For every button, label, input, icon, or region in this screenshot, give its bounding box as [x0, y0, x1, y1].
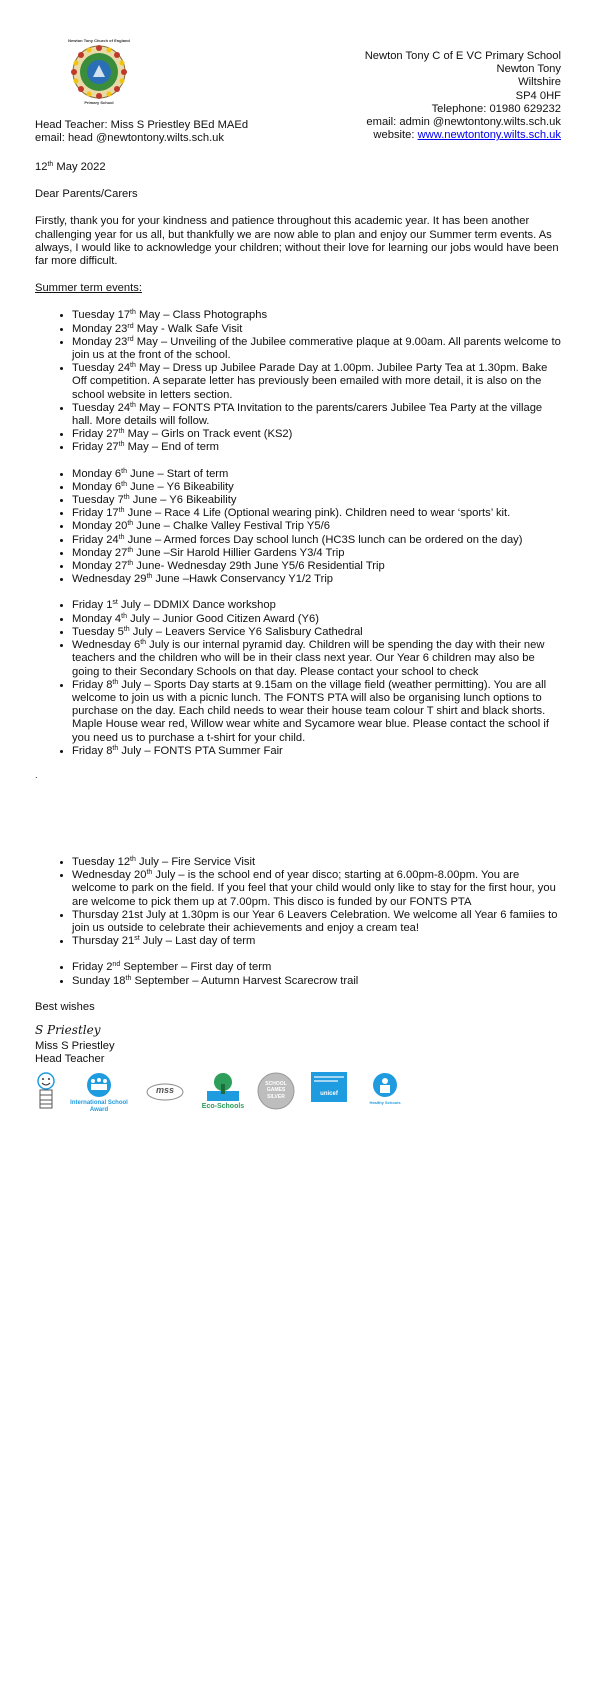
school-name: Newton Tony C of E VC Primary School — [364, 50, 561, 62]
international-award-label: International School Award — [70, 1100, 128, 1114]
event-text: Friday 8 — [72, 744, 113, 757]
unicef-label: unicef — [320, 1091, 338, 1098]
event-detail: May – End of term — [124, 441, 219, 454]
event-suffix: th — [140, 639, 147, 647]
event-detail: June –Hawk Conservancy Y1/2 Trip — [152, 573, 334, 586]
event-text: Friday 8 — [72, 678, 113, 691]
event-detail: June- Wednesday 29th June Y5/6 Residential Trip — [133, 560, 385, 573]
event-detail: June – Y6 Bikeability — [126, 480, 234, 493]
event-item — [72, 869, 565, 909]
school-email: email: admin @newtontony.wilts.sch.uk — [366, 115, 561, 128]
event-item — [72, 961, 565, 974]
event-suffix: th — [130, 309, 136, 317]
event-list-september — [35, 961, 565, 987]
event-item — [72, 599, 565, 612]
event-detail: July is our internal pyramid day. Children will be spending the day with their new teachers and the children who will be in their class next year. Our Year 6 children may also be going to their Secondary Schools on that day. Please contact your school to check — [72, 639, 545, 678]
head-teacher-name: Head Teacher: Miss S Priestley BEd MAEd — [35, 119, 249, 131]
event-item — [72, 909, 565, 935]
letter-body — [35, 161, 565, 1122]
date-rest: May 2022 — [53, 161, 106, 173]
smiley-award-badge — [35, 1072, 57, 1114]
event-item — [72, 309, 565, 322]
website-prefix: website: — [373, 129, 418, 142]
event-detail: June – Y6 Bikeability — [129, 494, 237, 507]
accreditation-badges — [35, 1072, 565, 1122]
intro-paragraph: Firstly, thank you for your kindness and patience throughout this academic year. It has been another challenging year for us all, but thankfully we are now able to plan and enjoy our Summer term events. As always, I would like to acknowledge your children; without their love for learning our jobs would have been far more difficult. — [35, 215, 559, 268]
event-text: Monday 20 — [72, 520, 128, 533]
event-text: Sunday 18 — [72, 974, 126, 987]
unicef-badge — [311, 1072, 347, 1102]
school-games-line2: GAMES — [266, 1087, 286, 1094]
event-item — [72, 362, 565, 402]
event-detail: June – Start of term — [126, 467, 229, 480]
school-telephone: Telephone: 01980 629232 — [431, 102, 561, 115]
event-suffix: th — [121, 612, 127, 620]
event-text: Tuesday 12 — [72, 855, 131, 868]
event-detail: May – Girls on Track event (KS2) — [124, 428, 293, 441]
event-item — [72, 534, 565, 547]
event-detail: June –Sir Harold Hillier Gardens Y3/4 Trip — [133, 546, 345, 559]
event-item — [72, 573, 565, 586]
event-detail: July – DDMIX Dance workshop — [117, 599, 276, 612]
event-detail: July – Junior Good Citizen Award (Y6) — [126, 612, 319, 625]
mss-label: mss — [155, 1085, 174, 1096]
signature: S Priestley — [35, 1022, 101, 1037]
event-text: Wednesday 20 — [72, 869, 147, 882]
event-detail: September – First day of term — [120, 961, 272, 974]
event-text: Tuesday 17 — [72, 309, 131, 322]
event-item — [72, 613, 565, 626]
event-detail: July – Leavers Service Y6 Salisbury Cathedral — [129, 625, 363, 638]
event-suffix: st — [134, 935, 140, 943]
signatory-block — [35, 1040, 565, 1066]
event-suffix: th — [123, 494, 130, 502]
event-detail: June – Chalke Valley Festival Trip Y5/6 — [133, 520, 330, 533]
event-suffix: th — [123, 625, 130, 633]
event-detail: July – FONTS PTA Summer Fair — [118, 744, 283, 757]
event-text: Tuesday 24 — [72, 401, 131, 414]
healthy-schools-badge — [363, 1072, 407, 1104]
section-heading: Summer term events: — [35, 282, 142, 295]
school-games-badge — [257, 1072, 295, 1110]
eco-schools-icon — [193, 1072, 253, 1102]
smiley-award-icon — [35, 1072, 57, 1110]
event-item — [72, 560, 565, 573]
event-detail: May – Unveiling of the Jubilee commerative plaque at 9.00am. All parents welcome to join us at the front of the school. — [72, 335, 561, 362]
event-text: Monday 27 — [72, 560, 128, 573]
event-list-july-late — [35, 856, 565, 948]
event-suffix: th — [146, 869, 153, 877]
event-detail: May – FONTS PTA Invitation to the parents/carers Jubilee Tea Party at the village hall. More details will follow. — [72, 401, 543, 428]
event-suffix: th — [127, 520, 134, 528]
event-item — [72, 336, 565, 362]
website-link[interactable]: www.newtontony.wilts.sch.uk — [417, 129, 561, 142]
event-detail: July – Fire Service Visit — [135, 855, 256, 868]
event-item — [72, 639, 565, 679]
event-item — [72, 679, 565, 745]
event-text: Friday 1 — [72, 599, 113, 612]
event-list-july-early — [35, 599, 565, 757]
page-gap — [35, 785, 565, 856]
address-line2: Wiltshire — [518, 76, 561, 89]
event-suffix: th — [121, 467, 127, 475]
international-award-icon — [67, 1072, 131, 1100]
event-item — [72, 441, 565, 454]
event-detail: June – Armed forces Day school lunch (HC3S lunch can be ordered on the day) — [124, 533, 523, 546]
event-suffix: th — [125, 974, 132, 982]
address-postcode: SP4 0HF — [515, 89, 561, 102]
event-item — [72, 935, 565, 948]
event-text: Monday 6 — [72, 467, 122, 480]
event-text: Tuesday 7 — [72, 494, 124, 507]
event-text: Monday 23 — [72, 322, 128, 335]
event-list-june — [35, 468, 565, 587]
closing: Best wishes — [35, 1000, 95, 1013]
signatory-name: Miss S Priestley — [35, 1039, 115, 1052]
event-detail: September – Autumn Harvest Scarecrow trail — [131, 974, 359, 987]
event-suffix: th — [127, 546, 134, 554]
event-suffix: th — [118, 507, 125, 515]
event-detail: May – Class Photographs — [135, 309, 268, 322]
event-text: Monday 27 — [72, 546, 128, 559]
event-text: Monday 23 — [72, 335, 128, 348]
logo-caption-bottom: Primary School — [84, 100, 114, 105]
date-day: 12 — [35, 161, 48, 173]
event-detail: July – Sports Day starts at 9.15am on the village field (weather permitting). You are all welcome to join us with a picnic lunch. The FONTS PTA will also be organising lunch options to purchase on the day. Each child needs to wear their house team colour T shirt and black shorts. Maple House wear red, Willow wear white and Sycamore wear blue. Please contact the school if you need us to purchase a t-shirt for your child. — [72, 678, 549, 744]
event-detail: July – Last day of term — [139, 935, 256, 948]
event-text: Thursday 21 — [72, 935, 135, 948]
head-teacher-email: email: head @newtontony.wilts.sch.uk — [35, 132, 224, 145]
mss-badge — [145, 1072, 185, 1112]
event-text: Wednesday 29 — [72, 573, 147, 586]
event-suffix: th — [112, 678, 119, 686]
event-text: Friday 27 — [72, 428, 119, 441]
school-website-line — [365, 129, 561, 142]
event-suffix: rd — [127, 335, 134, 343]
eco-schools-label: Eco-Schools — [201, 1103, 245, 1111]
healthy-schools-icon — [363, 1072, 407, 1100]
event-text: Friday 24 — [72, 533, 119, 546]
event-suffix: th — [130, 855, 136, 863]
event-text: Friday 2 — [72, 961, 113, 974]
event-text: Friday 27 — [72, 441, 119, 454]
event-text: Friday 17 — [72, 507, 119, 520]
event-suffix: th — [118, 533, 125, 541]
address-line1: Newton Tony — [496, 63, 561, 76]
event-item — [72, 468, 565, 481]
logo-caption-top: Newton Tony Church of England — [68, 38, 130, 43]
event-item — [72, 428, 565, 441]
event-suffix: th — [130, 362, 136, 370]
event-suffix: rd — [127, 322, 134, 330]
event-item — [72, 507, 565, 520]
event-detail: May - Walk Safe Visit — [133, 322, 243, 335]
event-item — [72, 856, 565, 869]
school-logo — [60, 38, 138, 108]
eco-schools-badge — [193, 1072, 253, 1111]
school-logo-emblem — [69, 43, 129, 101]
event-list-may — [35, 309, 565, 454]
date-suffix: th — [47, 161, 54, 168]
school-games-line3: SILVER — [267, 1094, 285, 1101]
event-text: Thursday 21st July at 1.30pm is our Year 6 Leavers Celebration. We welcome all Year 6 famiies to join us outside to celebrate their achievements and enjoy a cream tea! — [72, 908, 558, 934]
stray-dot: . — [35, 769, 38, 780]
event-suffix: th — [112, 744, 119, 752]
event-text: Tuesday 5 — [72, 625, 124, 638]
event-item — [72, 402, 565, 428]
event-text: Monday 4 — [72, 612, 122, 625]
event-suffix: st — [112, 599, 118, 607]
event-text: Tuesday 24 — [72, 362, 131, 375]
event-suffix: th — [118, 441, 125, 449]
event-item — [72, 494, 565, 507]
salutation: Dear Parents/Carers — [35, 188, 138, 201]
signatory-title: Head Teacher — [35, 1053, 105, 1066]
event-suffix: th — [118, 428, 125, 436]
event-text: Monday 6 — [72, 480, 122, 493]
letter-date — [35, 161, 565, 174]
event-detail: July – is the school end of year disco; starting at 6.00pm-8.00pm. You are welcome to park on the field. If you feel that your child would only like to stay for the first hour, you are welcome to pick them up at 7.00pm. This disco is funded by our FONTS PTA — [72, 869, 556, 908]
head-teacher-block — [35, 119, 248, 145]
event-item — [72, 626, 565, 639]
event-text: Wednesday 6 — [72, 639, 141, 652]
event-item — [72, 745, 565, 758]
event-item — [72, 481, 565, 494]
healthy-schools-label: Healthy Schools — [369, 1100, 401, 1106]
school-games-line1: SCHOOL — [265, 1081, 287, 1088]
school-address — [365, 50, 561, 142]
event-suffix: nd — [112, 961, 121, 969]
event-detail: June – Race 4 Life (Optional wearing pink). Children need to wear ‘sports’ kit. — [124, 507, 511, 520]
event-item — [72, 323, 565, 336]
event-suffix: th — [121, 480, 127, 488]
event-detail: May – Dress up Jubilee Parade Day at 1.00pm. Jubilee Party Tea at 1.30pm. Bake Off competition. A separate letter has previously been emailed with more detail, it is also on the school website in letters section. — [72, 362, 548, 401]
event-item — [72, 520, 565, 533]
event-suffix: th — [130, 401, 136, 409]
event-suffix: th — [127, 560, 134, 568]
event-item — [72, 547, 565, 560]
event-suffix: th — [146, 573, 153, 581]
event-item — [72, 975, 565, 988]
international-school-award-badge — [67, 1072, 131, 1114]
